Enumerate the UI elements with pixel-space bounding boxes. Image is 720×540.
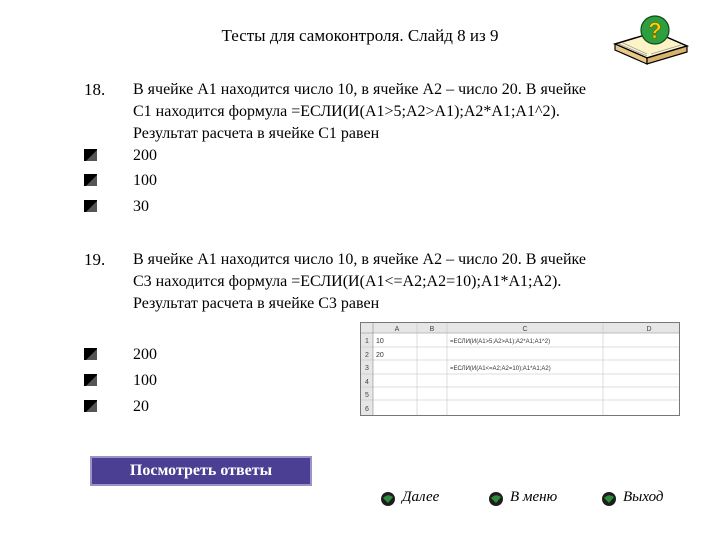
checkbox-bullet-icon[interactable]: [84, 149, 98, 162]
question-line: В ячейке A1 находится число 10, в ячейке A2 – число 20. В ячейке: [133, 251, 586, 268]
option-label: 20: [133, 398, 149, 415]
question-number: 19.: [84, 250, 106, 269]
answer-option[interactable]: [84, 196, 284, 218]
checkbox-bullet-icon[interactable]: [84, 374, 98, 387]
row-number: 3: [365, 365, 369, 372]
column-header: B: [429, 326, 435, 333]
option-label: 100: [133, 172, 157, 189]
row-number: 2: [365, 352, 369, 359]
question-text: [133, 249, 673, 315]
row-number: 4: [365, 379, 369, 386]
option-label: 30: [133, 198, 149, 215]
show-answers-button[interactable]: Посмотреть ответы: [90, 456, 312, 486]
answer-option[interactable]: [84, 396, 284, 418]
next-label: Далее: [402, 489, 440, 505]
cell-formula: =ЕСЛИ(И(А1<=А2;А2=10);А1*А1;А2): [450, 366, 551, 372]
svg-text:?: ?: [648, 18, 662, 43]
exit-arrow-icon: [601, 491, 617, 507]
question-text: [133, 79, 673, 145]
option-label: 100: [133, 372, 157, 389]
row-number: 5: [365, 392, 369, 399]
cell-formula: =ЕСЛИ(И(А1>5;А2>А1);А2*А1;А1^2): [450, 339, 551, 345]
checkbox-bullet-icon[interactable]: [84, 400, 98, 413]
question-line: Результат расчета в ячейке С3 равен: [133, 295, 380, 312]
option-label: 200: [133, 346, 157, 363]
checkbox-bullet-icon[interactable]: [84, 174, 98, 187]
column-header: C: [522, 326, 528, 333]
page-title: Тесты для самоконтроля. Слайд 8 из 9: [221, 26, 499, 45]
row-number: 1: [365, 338, 369, 345]
checkbox-bullet-icon[interactable]: [84, 200, 98, 213]
question-line: В ячейке A1 находится число 10, в ячейке A2 – число 20. В ячейке: [133, 81, 586, 98]
answer-option[interactable]: [84, 170, 284, 192]
spreadsheet-image: [360, 322, 680, 416]
menu-arrow-icon: [488, 491, 504, 507]
menu-label: В меню: [510, 489, 558, 505]
question-line: С3 находится формула =ЕСЛИ(И(А1<=А2;А2=10);А1*А1;А2).: [133, 273, 562, 290]
column-header: D: [646, 326, 652, 333]
question-number: 18.: [84, 80, 106, 99]
cell-value: 10: [376, 338, 384, 345]
next-arrow-icon: [380, 491, 396, 507]
question-line: С1 находится формула =ЕСЛИ(И(А1>5;А2>А1);А2*А1;А1^2).: [133, 103, 560, 120]
checkbox-bullet-icon[interactable]: [84, 348, 98, 361]
row-number: 6: [365, 406, 369, 413]
answer-option[interactable]: [84, 145, 284, 167]
answer-option[interactable]: [84, 344, 284, 366]
option-label: 200: [133, 147, 157, 164]
help-book-icon[interactable]: [611, 10, 691, 70]
answer-option[interactable]: [84, 370, 284, 392]
column-header: A: [394, 326, 400, 333]
question-line: Результат расчета в ячейке С1 равен: [133, 125, 380, 142]
exit-label: Выход: [623, 489, 664, 505]
cell-value: 20: [376, 352, 384, 359]
